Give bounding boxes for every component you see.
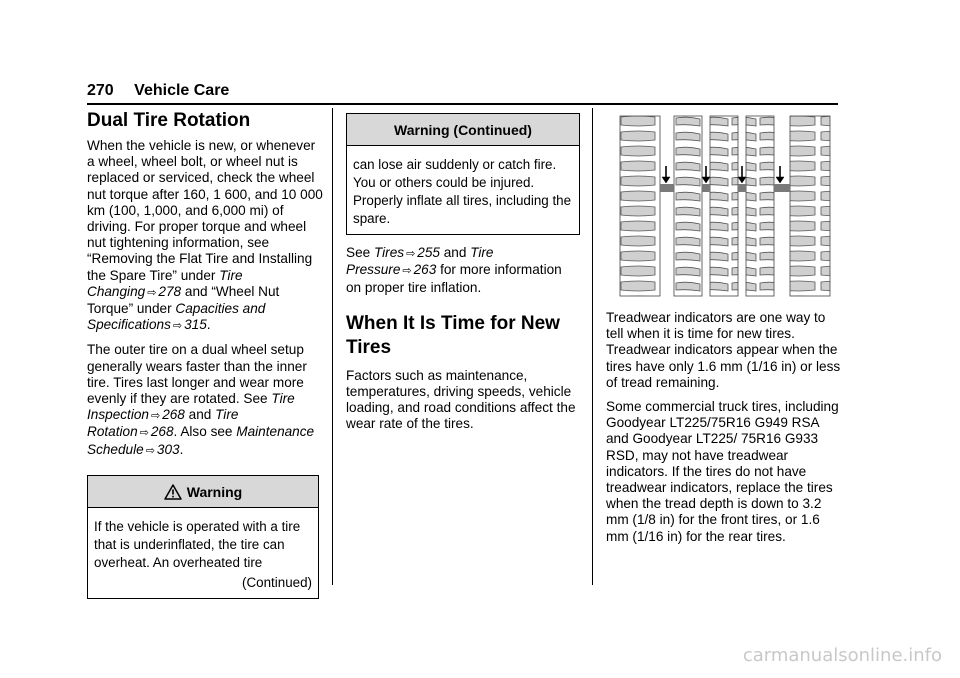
header-rule xyxy=(87,103,838,105)
link-tire-pressure[interactable]: Tire Pressure xyxy=(346,245,494,278)
link-tire-changing[interactable]: Tire Changing xyxy=(87,267,243,299)
watermark: carmanualsonline.info xyxy=(742,645,942,666)
warning-box xyxy=(87,475,319,599)
text: and xyxy=(184,407,216,423)
ref-arrow-icon: ⇨ xyxy=(150,410,161,423)
column-2 xyxy=(346,113,580,441)
section-heading-dual-tire-rotation: Dual Tire Rotation xyxy=(87,110,251,131)
link-tire-inspection[interactable]: Tire Inspection xyxy=(87,391,295,423)
text: and “Wheel Nut Torque” under xyxy=(87,283,280,317)
page-ref[interactable]: 278 xyxy=(158,283,182,299)
section-title: Vehicle Care xyxy=(134,82,230,99)
ref-arrow-icon: ⇨ xyxy=(147,286,157,299)
warning-body xyxy=(88,508,318,598)
warning-box-continued xyxy=(346,113,580,235)
warning-title: Warning xyxy=(186,483,243,500)
link-maintenance-schedule[interactable]: Maintenance Schedule xyxy=(87,424,315,457)
page-header xyxy=(87,82,837,100)
text: . Also see xyxy=(173,424,237,440)
link-tire-rotation[interactable]: Tire Rotation xyxy=(87,407,239,440)
page-ref[interactable]: 268 xyxy=(162,407,185,423)
page-ref[interactable]: 315 xyxy=(184,317,207,333)
warning-header xyxy=(88,476,318,508)
text: for more information on proper tire inflation. xyxy=(346,262,562,295)
paragraph-treadwear-indicators: Treadwear indicators are one way to tell when it is time for new tires. Treadwear indicators appear when the tires have only 1.6 mm (1/16 in) or less of tread remaining. xyxy=(606,310,841,390)
tire-tread-wear-indicator-illustration xyxy=(618,114,836,298)
wear-bar xyxy=(738,184,746,192)
wear-bar xyxy=(774,184,790,192)
paragraph-wheel-nut-torque xyxy=(87,138,323,334)
warning-header-continued: Warning (Continued) xyxy=(347,114,579,146)
text: . xyxy=(179,441,184,457)
section-heading-new-tires: When It Is Time for New Tires xyxy=(346,312,560,358)
column-1 xyxy=(87,110,323,599)
paragraph-outer-tire xyxy=(87,342,323,458)
page-ref[interactable]: 255 xyxy=(417,245,440,261)
column-divider-2 xyxy=(592,108,593,585)
column-3 xyxy=(606,114,842,553)
text: When the vehicle is new, or whenever a wheel, wheel bolt, or wheel nut is replaced or serviced, check the wheel nut torque after 160, 1 600, and 10 000 km (100, 1,000, and 6,000 mi) of driving. For proper torque and wheel nut tightening information, see “Removing the Flat Tire and Installing the Spare Tire” under xyxy=(87,138,323,283)
warning-triangle-icon xyxy=(164,484,182,500)
warning-text: If the vehicle is operated with a tire that is underinflated, the tire can overheat. An overheated tire xyxy=(94,519,301,571)
ref-arrow-icon: ⇨ xyxy=(145,444,155,457)
ref-arrow-icon: ⇨ xyxy=(402,265,412,278)
text: See xyxy=(346,245,374,261)
paragraph-wear-factors: Factors such as maintenance, temperatures, driving speeds, vehicle loading, and road conditions affect the wear rate of the tires. xyxy=(346,367,576,432)
text: The outer tire on a dual wheel setup generally wears faster than the inner tire. Tires last longer and wear more evenly if they are rotated. See xyxy=(87,342,307,407)
page-ref[interactable]: 268 xyxy=(150,424,174,440)
text: . xyxy=(206,317,211,333)
column-divider-1 xyxy=(332,108,333,585)
paragraph-tire-pressure-ref xyxy=(346,245,580,296)
warning-body-continued: can lose air suddenly or catch fire. You or others could be injured. Properly inflate all tires, including the spare. xyxy=(353,157,572,227)
wear-bar xyxy=(660,184,674,192)
paragraph-commercial-tires: Some commercial truck tires, including Goodyear LT225/75R16 G949 RSA and Goodyear LT225/ 75R16 G933 RSD, may not have treadwear indicators. If the tires do not have treadwear indicators, replace the tires when the tread depth is down to 3.2 mm (1/8 in) for the front tires, or 1.6 mm (1/16 in) for the rear tires. xyxy=(606,399,839,544)
page-number: 270 xyxy=(87,82,114,99)
link-capacities-specifications[interactable]: Capacities and Specifications xyxy=(87,301,266,333)
ref-arrow-icon: ⇨ xyxy=(172,320,183,333)
link-tires[interactable]: Tires xyxy=(373,245,405,261)
continued-label: (Continued) xyxy=(242,575,312,591)
ref-arrow-icon: ⇨ xyxy=(139,427,149,440)
page-ref[interactable]: 263 xyxy=(413,262,437,278)
text: and xyxy=(439,245,471,261)
ref-arrow-icon: ⇨ xyxy=(406,248,416,261)
wear-bar xyxy=(702,184,710,192)
page-ref[interactable]: 303 xyxy=(156,441,180,457)
